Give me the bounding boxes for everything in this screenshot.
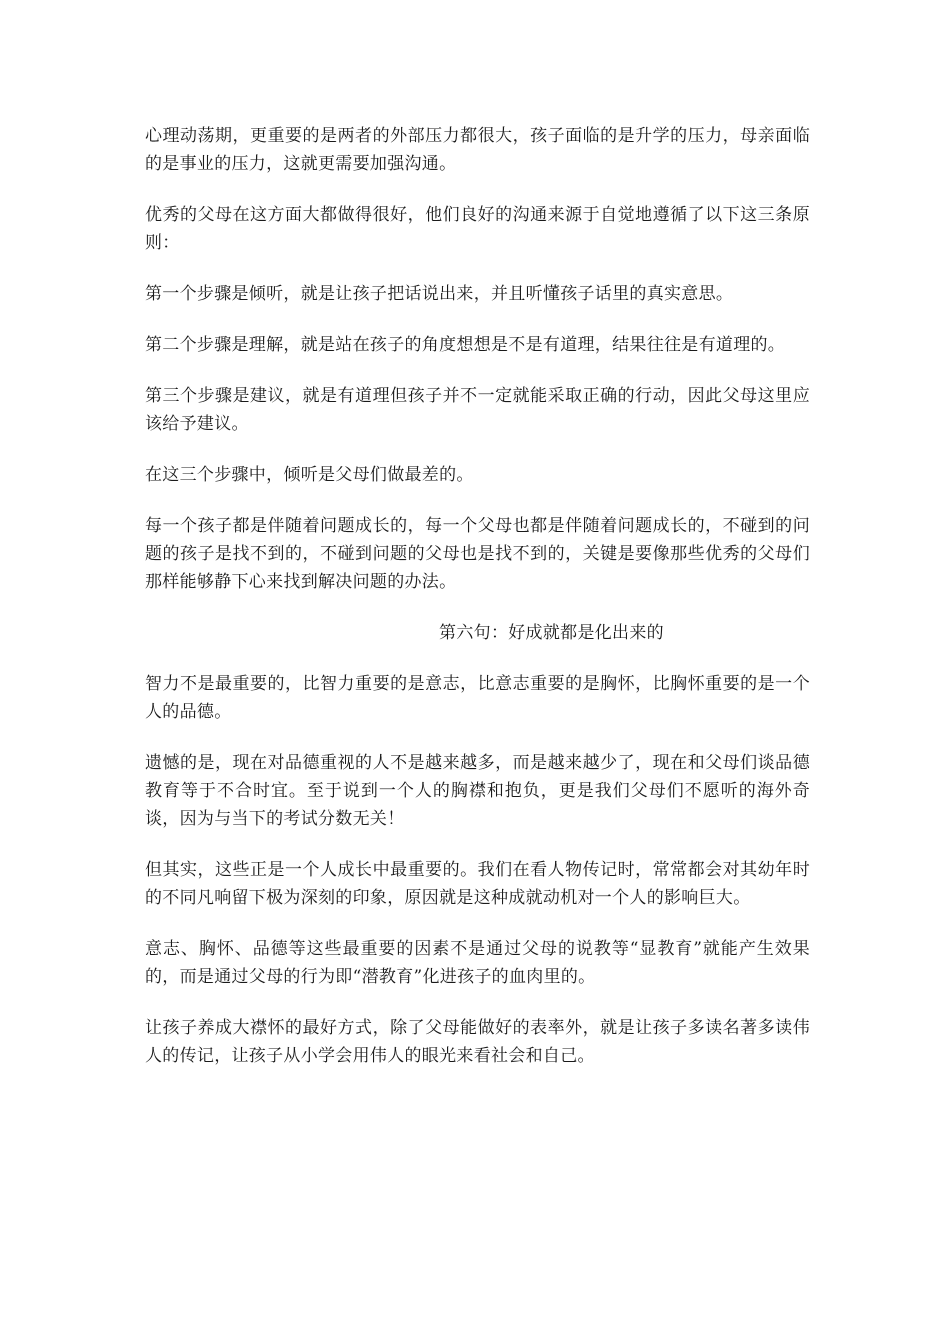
section-paragraph-4: 意志、胸怀、品德等这些最重要的因素不是通过父母的说教等“显教育”就能产生效果的，而是通过父母的行为即“潜教育”化进孩子的血肉里的。 [145, 939, 810, 987]
paragraph-1: 心理动荡期，更重要的是两者的外部压力都很大，孩子面临的是升学的压力，母亲面临的是事业的压力，这就更需要加强沟通。 [145, 126, 810, 174]
section-paragraph-2: 遗憾的是，现在对品德重视的人不是越来越多，而是越来越少了，现在和父母们谈品德教育等于不合时宜。至于说到一个人的胸襟和抱负，更是我们父母们不愿听的海外奇谈，因为与当下的考试分数无关！ [145, 753, 810, 829]
section-paragraph-5: 让孩子养成大襟怀的最好方式，除了父母能做好的表率外，就是让孩子多读名著多读伟人的传记，让孩子从小学会用伟人的眼光来看社会和自己。 [145, 1018, 810, 1066]
section-heading: 第六句：好成就都是化出来的 [439, 623, 664, 643]
section-paragraph-3: 但其实，这些正是一个人成长中最重要的。我们在看人物传记时，常常都会对其幼年时的不同凡响留下极为深刻的印象，原因就是这种成就动机对一个人的影响巨大。 [145, 860, 810, 908]
paragraph-4: 第二个步骤是理解，就是站在孩子的角度想想是不是有道理，结果往往是有道理的。 [145, 335, 786, 355]
paragraph-5: 第三个步骤是建议，就是有道理但孩子并不一定就能采取正确的行动，因此父母这里应该给予建议。 [145, 386, 810, 434]
paragraph-3: 第一个步骤是倾听，就是让孩子把话说出来，并且听懂孩子话里的真实意思。 [145, 284, 734, 304]
document-page [145, 122, 810, 1093]
section-paragraph-1: 智力不是最重要的，比智力重要的是意志，比意志重要的是胸怀，比胸怀重要的是一个人的品德。 [145, 674, 810, 722]
paragraph-2: 优秀的父母在这方面大都做得很好，他们良好的沟通来源于自觉地遵循了以下这三条原则： [145, 205, 810, 253]
paragraph-7: 每一个孩子都是伴随着问题成长的，每一个父母也都是伴随着问题成长的，不碰到的问题的孩子是找不到的，不碰到问题的父母也是找不到的，关键是要像那些优秀的父母们那样能够静下心来找到解决问题的办法。 [145, 516, 810, 592]
paragraph-6: 在这三个步骤中，倾听是父母们做最差的。 [145, 465, 474, 485]
